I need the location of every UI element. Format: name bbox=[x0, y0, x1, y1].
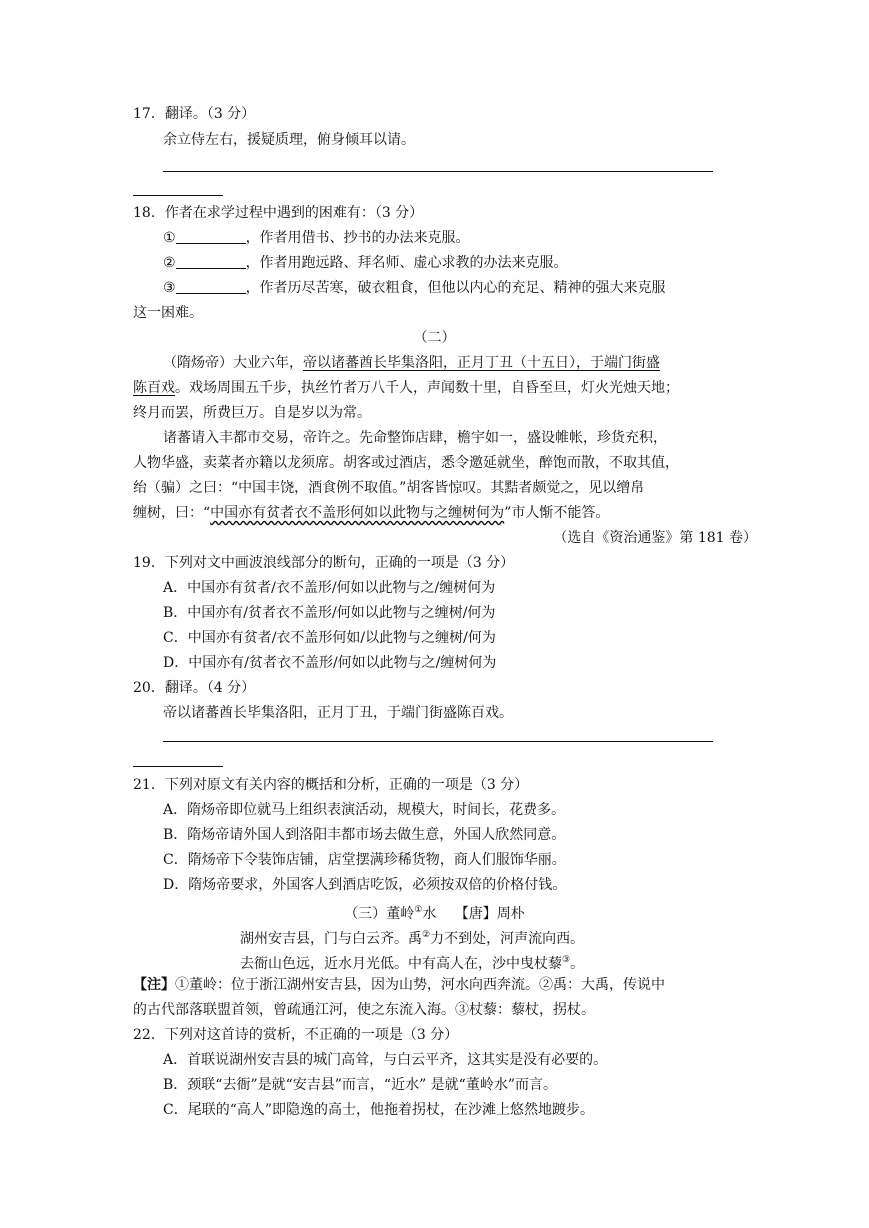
q17-title: 17．翻译。（3 分） bbox=[133, 106, 256, 122]
sec2-p1-line2 bbox=[133, 378, 679, 398]
q18-item-1-text: ，作者用借书、抄书的办法来克服。 bbox=[245, 230, 470, 246]
q18-item-3 bbox=[163, 278, 666, 298]
sec3-heading-b: 水 【唐】周朴 bbox=[422, 906, 525, 922]
poem-line-2-sup: ③ bbox=[562, 955, 571, 965]
q19-option-d: D．中国亦有/贫者衣不盖形/何如以此物与之/缠树何为 bbox=[163, 655, 497, 671]
q18-blank-2 bbox=[176, 254, 246, 269]
poem-line-1 bbox=[240, 925, 584, 949]
q21-option-a: A．隋炀帝即位就马上组织表演活动，规模大，时间长，花费多。 bbox=[163, 802, 566, 818]
q22-option-c: C．尾联的“高人”即隐逸的高士，他拖着拐杖，在沙滩上悠然地踱步。 bbox=[163, 1102, 595, 1118]
q17-answer-line bbox=[163, 171, 713, 172]
q19-option-a: A．中国亦有贫者/衣不盖形/何如以此物与之/缠树何为 bbox=[163, 580, 496, 596]
q18-item-3-cont: 这一困难。 bbox=[133, 305, 203, 321]
q19-option-c: C．中国亦有贫者/衣不盖形何如/以此物与之缠树/何为 bbox=[163, 630, 496, 646]
sec2-p1-underlined-2: 陈百戏 bbox=[133, 380, 175, 396]
q21-title: 21．下列对原文有关内容的概括和分析，正确的一项是（3 分） bbox=[133, 777, 529, 793]
q18-item-2 bbox=[163, 253, 568, 273]
sec2-p2-line4 bbox=[133, 503, 609, 523]
q18-item-1-num: ① bbox=[163, 230, 176, 246]
q18-item-3-num: ③ bbox=[163, 280, 176, 296]
sec3-heading-sup: ① bbox=[414, 905, 423, 915]
sec2-p2-d1: 缠树，曰：“ bbox=[133, 505, 211, 521]
sec2-p2-line3: 绐（骗）之曰：“中国丰饶，酒食例不取值。”胡客皆惊叹。其黠者颇觉之，见以缯帛 bbox=[133, 480, 645, 496]
poem-line-2-a: 去衙山色远，近水月光低。中有高人在，沙中曳杖藜 bbox=[240, 956, 562, 972]
q18-blank-3 bbox=[176, 279, 246, 294]
q22-title: 22．下列对这首诗的赏析，不正确的一项是（3 分） bbox=[133, 1027, 459, 1043]
q17-text: 余立侍左右，援疑质理，俯身倾耳以请。 bbox=[163, 132, 415, 148]
q19-title: 19．下列对文中画波浪线部分的断句，正确的一项是（3 分） bbox=[133, 555, 515, 571]
q18-item-3-text: ，作者历尽苦寒，破衣粗食，但他以内心的充足、精神的强大来克服 bbox=[245, 280, 666, 296]
sec2-p2-d2: ”市人惭不能答。 bbox=[504, 505, 610, 521]
q20-title: 20．翻译。（4 分） bbox=[133, 680, 256, 696]
sec2-p1-line1 bbox=[163, 353, 660, 373]
q20-answer-line-end bbox=[133, 766, 223, 767]
poem-line-2-b: 。 bbox=[570, 956, 585, 972]
q19-option-b: B．中国亦有/贫者衣不盖形/何如以此物与之缠树/何为 bbox=[163, 605, 496, 621]
q21-option-d: D．隋炀帝要求，外国客人到酒店吃饭，必须按双倍的价格付钱。 bbox=[163, 877, 567, 893]
q21-option-b: B．隋炀帝请外国人到洛阳丰都市场去做生意，外国人欣然同意。 bbox=[163, 827, 566, 843]
q18-title: 18．作者在求学过程中遇到的困难有：（3 分） bbox=[133, 205, 424, 221]
poem-line-1-b: 力不到处，河声流向西。 bbox=[430, 931, 585, 947]
section-2-heading: （二） bbox=[413, 330, 456, 346]
q18-item-1 bbox=[163, 228, 470, 248]
q18-blank-1 bbox=[176, 229, 246, 244]
sec2-p2-line1: 诸蕃请入丰都市交易，帝许之。先命整饰店肆，檐宇如一，盛设帷帐，珍货充积， bbox=[163, 430, 667, 446]
q21-option-c: C．隋炀帝下令装饰店铺，店堂摆满珍稀货物，商人们服饰华丽。 bbox=[163, 852, 566, 868]
poem-note-a: ①董岭：位于浙江湖州安吉县，因为山势，河水向西奔流。②禹：大禹，传说中 bbox=[175, 977, 665, 993]
sec2-p2-line2: 人物华盛，卖菜者亦籍以龙须席。胡客或过酒店，悉令邀延就坐，醉饱而散，不取其值， bbox=[133, 455, 679, 471]
sec2-p1-line3: 终月而罢，所费巨万。自是岁以为常。 bbox=[133, 405, 371, 421]
poem-line-1-sup: ② bbox=[422, 930, 431, 940]
q17-answer-line-end bbox=[133, 195, 223, 196]
poem-line-1-a: 湖州安吉县，门与白云齐。禹 bbox=[240, 931, 422, 947]
sec2-source: （选自《资治通鉴》第 181 卷） bbox=[553, 530, 757, 546]
q20-answer-line bbox=[163, 741, 713, 742]
sec2-wavy-text: 中国亦有贫者衣不盖形何如以此物与之缠树何为 bbox=[210, 505, 505, 521]
q18-item-2-text: ，作者用跑远路、拜名师、虚心求教的办法来克服。 bbox=[245, 255, 568, 271]
section-3-heading bbox=[0, 900, 869, 924]
sec2-p1-a: （隋炀帝）大业六年， bbox=[163, 355, 303, 371]
poem-note-label: 【注】 bbox=[133, 977, 175, 993]
sec2-p1-underlined: 帝以诸蕃酋长毕集洛阳，正月丁丑（十五日），于端门街盛 bbox=[303, 355, 660, 371]
poem-line-2 bbox=[240, 950, 584, 974]
q22-option-b: B．颈联“去衙”是就“安吉县”而言，“近水” 是就“董岭水”而言。 bbox=[163, 1077, 557, 1093]
q18-item-2-num: ② bbox=[163, 255, 176, 271]
q22-option-a: A．首联说湖州安吉县的城门高耸，与白云平齐，这其实是没有必要的。 bbox=[163, 1052, 608, 1068]
poem-note-line-1 bbox=[133, 975, 665, 995]
q20-text: 帝以诸蕃酋长毕集洛阳，正月丁丑，于端门街盛陈百戏。 bbox=[163, 705, 513, 721]
sec3-heading-a: （三）董岭 bbox=[344, 906, 415, 922]
poem-note-line-2: 的古代部落联盟首领，曾疏通江河，使之东流入海。③杖藜：藜杖，拐杖。 bbox=[133, 1002, 595, 1018]
sec2-p1-b: 。戏场周围五千步，执丝竹者万八千人，声闻数十里，自昏至旦，灯火光烛天地； bbox=[175, 380, 679, 396]
